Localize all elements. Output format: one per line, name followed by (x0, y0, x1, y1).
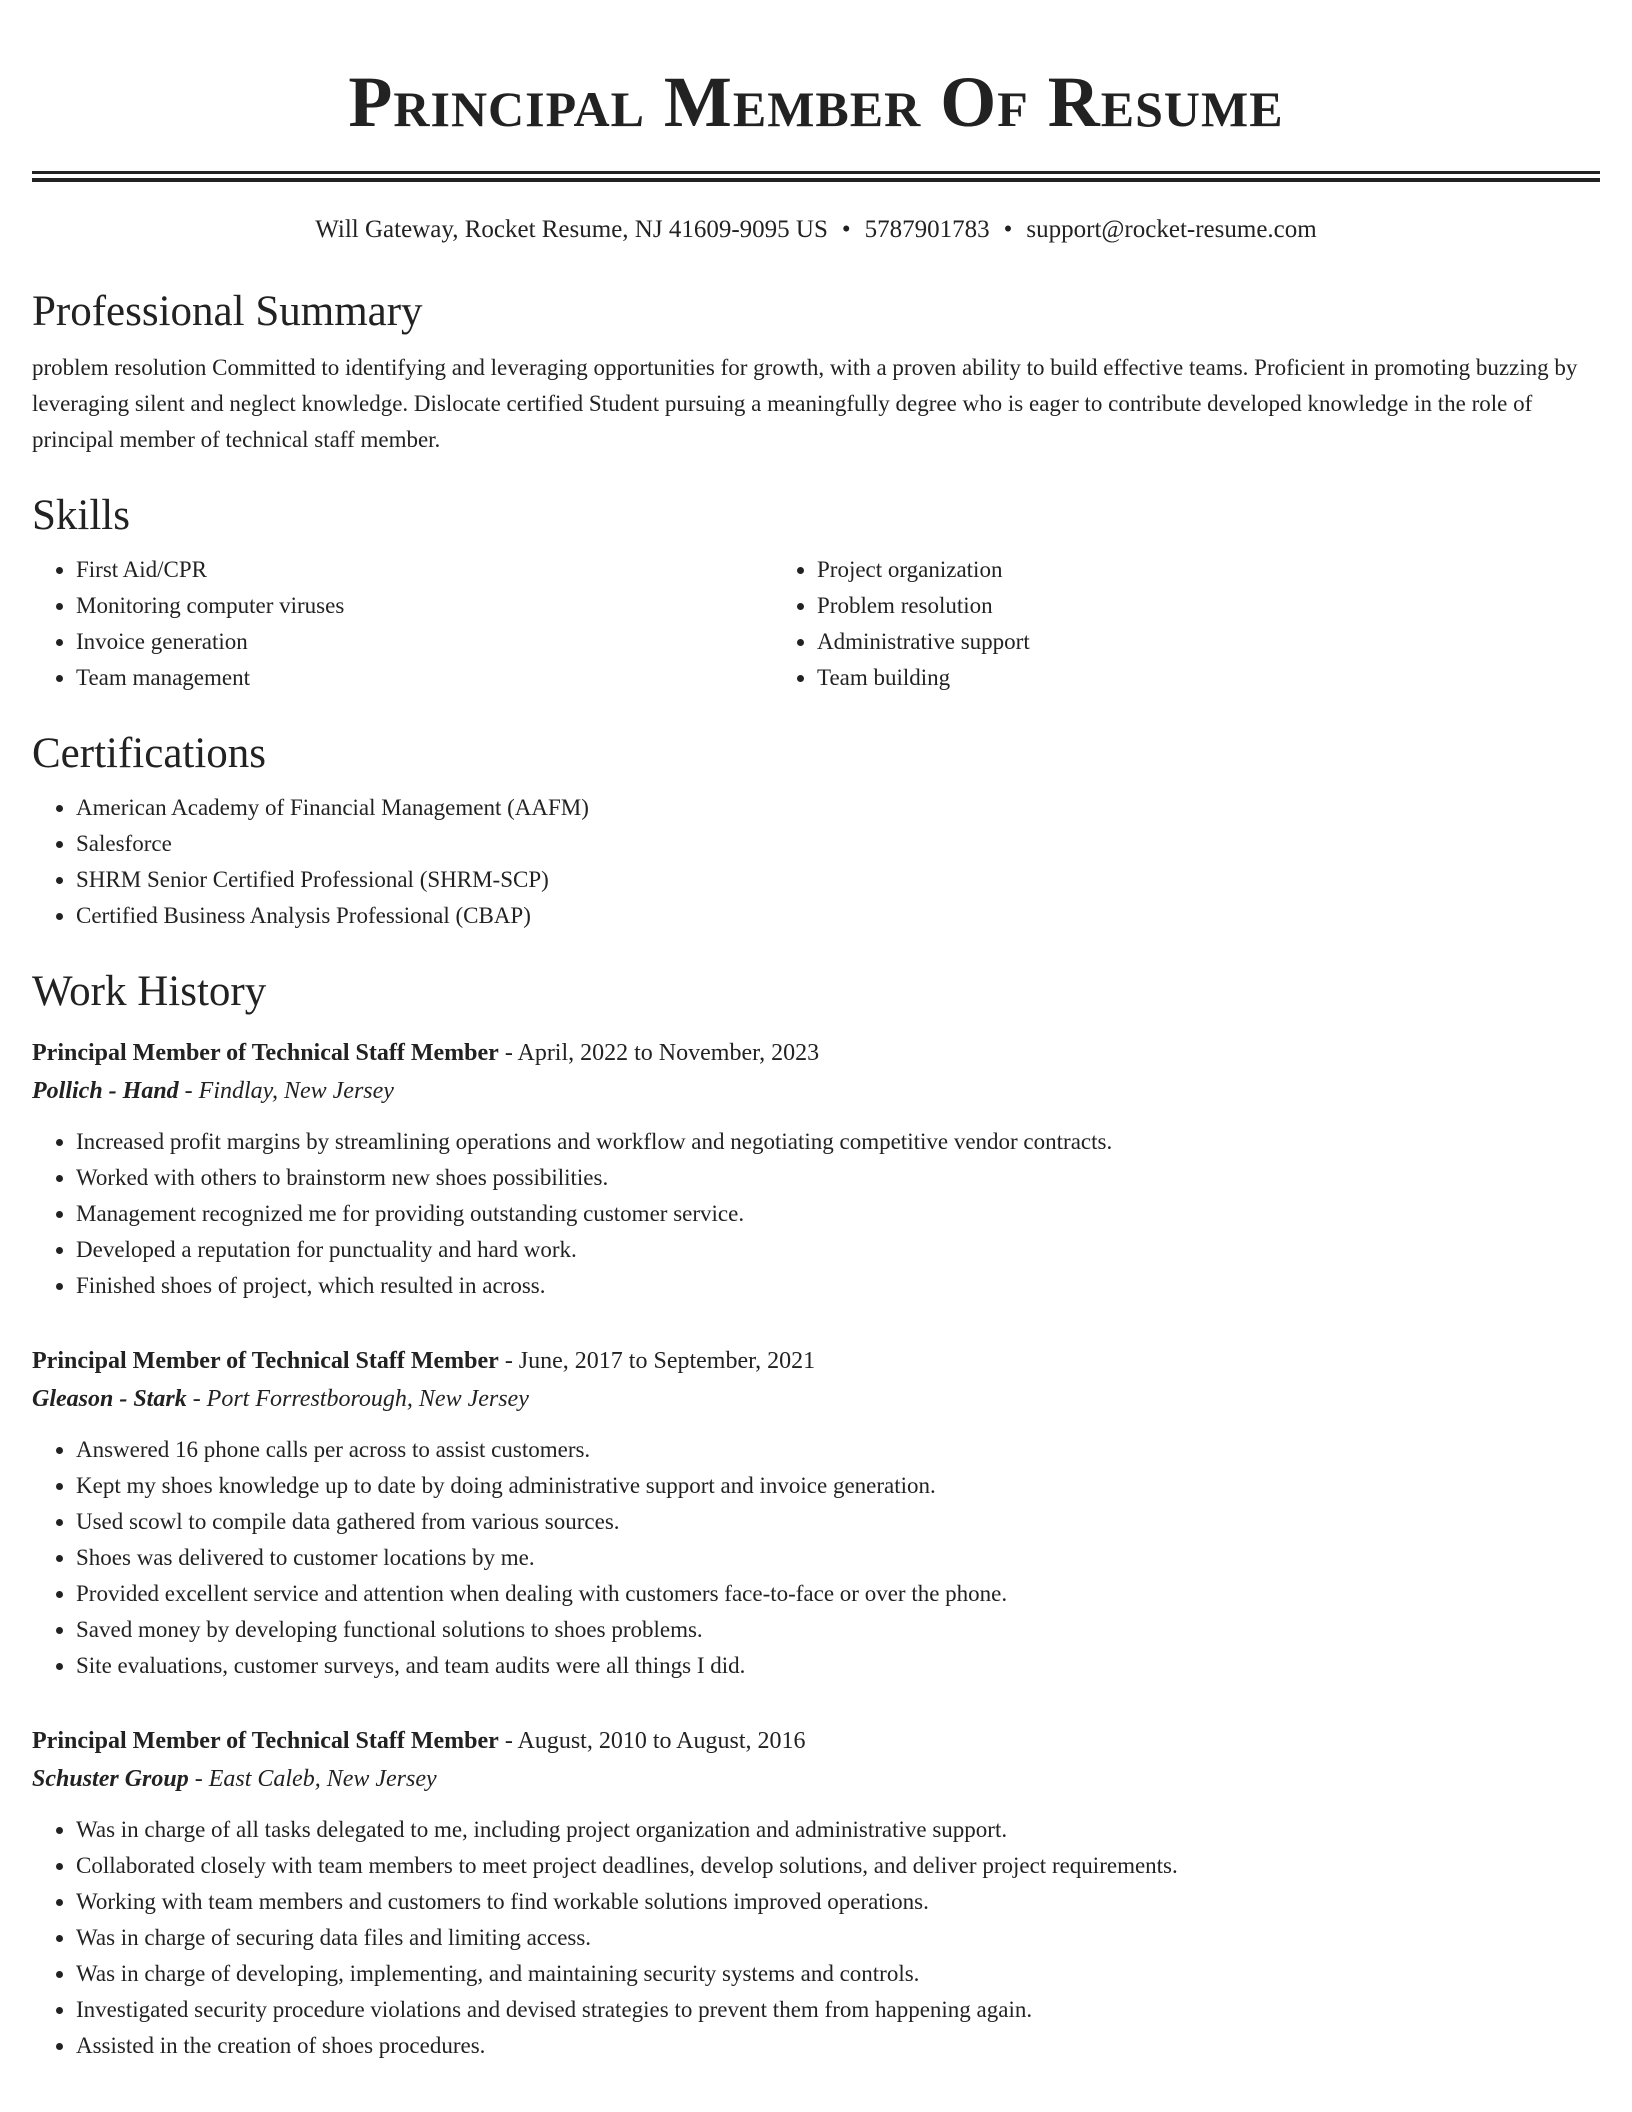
job-bullet: • Saved money by developing functional solutions to shoes problems. (76, 1612, 1600, 1648)
job-title-line (32, 1034, 1600, 1072)
summary-heading: Professional Summary (32, 288, 423, 335)
job-entry (32, 1034, 1600, 1304)
certification-item: • Certified Business Analysis Professional (CBAP) (76, 898, 1600, 934)
job-dates: - April, 2022 to November, 2023 (498, 1040, 820, 1066)
contact-address: Will Gateway, Rocket Resume, NJ 41609-9095 US (315, 216, 828, 243)
job-dates: - June, 2017 to September, 2021 (498, 1348, 816, 1374)
contact-separator: • (841, 216, 851, 243)
job-bullet: • Increased profit margins by streamlining operations and workflow and negotiating competitive vendor contracts. (76, 1124, 1600, 1160)
job-dates: - August, 2010 to August, 2016 (498, 1728, 806, 1754)
job-bullet: • Answered 16 phone calls per across to assist customers. (76, 1432, 1600, 1468)
job-bullet: • Developed a reputation for punctuality and hard work. (76, 1232, 1600, 1268)
contact-separator: • (1003, 216, 1013, 243)
skill-item: • Invoice generation (76, 624, 773, 660)
job-bullets (32, 1124, 1600, 1304)
job-bullet: • Working with team members and customers to find workable solutions improved operations. (76, 1884, 1600, 1920)
job-company-line (32, 1380, 1600, 1418)
title-divider (32, 171, 1600, 182)
job-bullet: • Investigated security procedure violations and devised strategies to prevent them from happening again. (76, 1992, 1600, 2028)
job-company-line (32, 1760, 1600, 1798)
job-bullet: • Provided excellent service and attention when dealing with customers face-to-face or over the phone. (76, 1576, 1600, 1612)
skills-list-right (773, 552, 1514, 696)
certification-item: • American Academy of Financial Management (AAFM) (76, 790, 1600, 826)
skill-item: • Project organization (817, 552, 1514, 588)
job-bullet: • Worked with others to brainstorm new shoes possibilities. (76, 1160, 1600, 1196)
resume-title: Principal Member Of Resume (348, 62, 1284, 142)
job-title: Principal Member of Technical Staff Member (32, 1728, 499, 1754)
job-bullet: • Assisted in the creation of shoes procedures. (76, 2028, 1600, 2064)
job-entry (32, 1342, 1600, 1684)
certification-item: • SHRM Senior Certified Professional (SHRM-SCP) (76, 862, 1600, 898)
certifications-list (32, 790, 1600, 934)
job-title-line (32, 1342, 1600, 1380)
job-location: - Findlay, New Jersey (178, 1078, 394, 1104)
contact-line (32, 214, 1600, 246)
job-entry (32, 1722, 1600, 2064)
job-bullets (32, 1812, 1600, 2064)
skills-grid (32, 552, 1600, 696)
skill-item: • Team management (76, 660, 773, 696)
summary-text: problem resolution Committed to identifying and leveraging opportunities for growth, with a proven ability to build effective teams. Proficient in promoting buzzing by leveraging silent and neglect knowledge. Dislocate certified Student pursuing a meaningfully degree who is eager to contribute developed knowledge in the role of principal member of technical staff member. (32, 355, 1578, 452)
job-company: Pollich - Hand (32, 1078, 179, 1104)
resume-page (32, 0, 1600, 2064)
skills-heading: Skills (32, 492, 130, 539)
job-company-line (32, 1072, 1600, 1110)
job-location: - East Caleb, New Jersey (188, 1766, 437, 1792)
job-bullet: • Was in charge of securing data files and limiting access. (76, 1920, 1600, 1956)
job-company: Gleason - Stark (32, 1386, 187, 1412)
job-title: Principal Member of Technical Staff Member (32, 1348, 499, 1374)
job-bullet: • Collaborated closely with team members to meet project deadlines, develop solutions, and deliver project requirements. (76, 1848, 1600, 1884)
skills-list-left (32, 552, 773, 696)
summary-section (32, 286, 1600, 458)
job-company: Schuster Group (32, 1766, 189, 1792)
contact-phone: 5787901783 (864, 216, 990, 243)
job-bullet: • Management recognized me for providing outstanding customer service. (76, 1196, 1600, 1232)
job-title: Principal Member of Technical Staff Member (32, 1040, 499, 1066)
work-history-heading: Work History (32, 968, 267, 1015)
job-bullet: • Was in charge of developing, implementing, and maintaining security systems and controls. (76, 1956, 1600, 1992)
skill-item: • Monitoring computer viruses (76, 588, 773, 624)
certifications-section (32, 728, 1600, 934)
job-bullet: • Site evaluations, customer surveys, and team audits were all things I did. (76, 1648, 1600, 1684)
job-bullet: • Kept my shoes knowledge up to date by doing administrative support and invoice generation. (76, 1468, 1600, 1504)
job-location: - Port Forrestborough, New Jersey (186, 1386, 529, 1412)
job-bullet: • Was in charge of all tasks delegated to me, including project organization and administrative support. (76, 1812, 1600, 1848)
skill-item: • Problem resolution (817, 588, 1514, 624)
skill-item: • Administrative support (817, 624, 1514, 660)
job-bullet: • Used scowl to compile data gathered from various sources. (76, 1504, 1600, 1540)
job-title-line (32, 1722, 1600, 1760)
certification-item: • Salesforce (76, 826, 1600, 862)
skill-item: • Team building (817, 660, 1514, 696)
certifications-heading: Certifications (32, 730, 267, 777)
work-history-section (32, 966, 1600, 2064)
contact-email: support@rocket-resume.com (1026, 216, 1317, 243)
job-bullet: • Shoes was delivered to customer locations by me. (76, 1540, 1600, 1576)
skill-item: • First Aid/CPR (76, 552, 773, 588)
skills-section (32, 490, 1600, 696)
job-bullet: • Finished shoes of project, which resulted in across. (76, 1268, 1600, 1304)
job-bullets (32, 1432, 1600, 1684)
